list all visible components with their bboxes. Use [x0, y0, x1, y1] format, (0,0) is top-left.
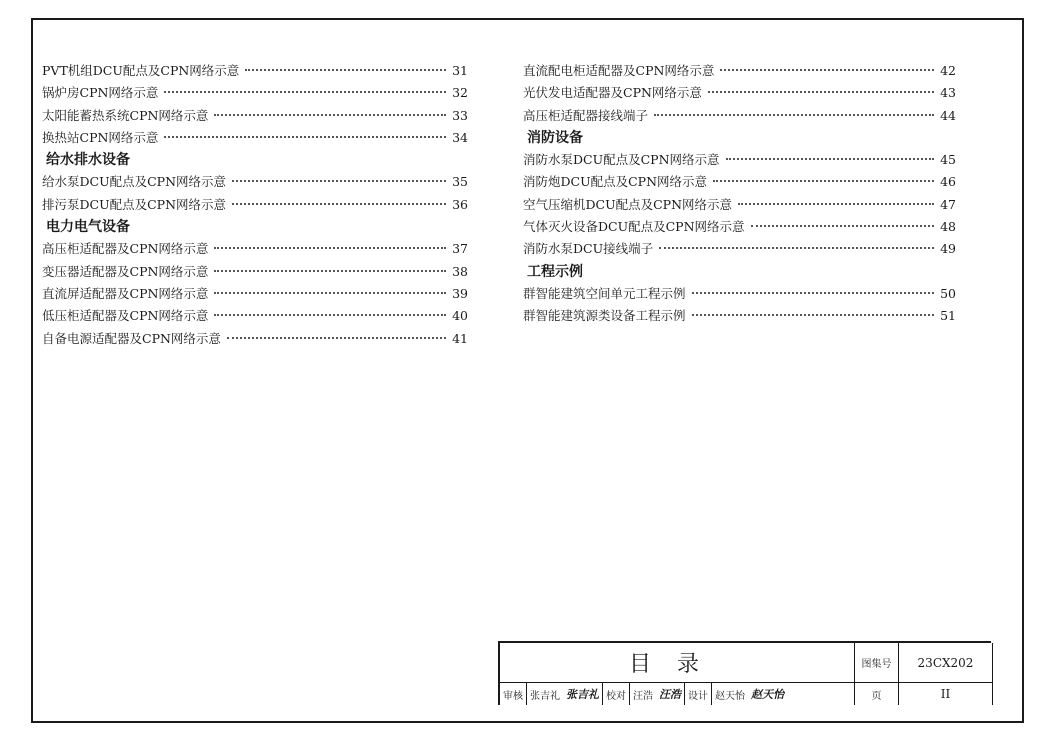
- toc-entry-title: 高压柜适配器及CPN网络示意: [42, 241, 209, 257]
- toc-entry[interactable]: [42, 283, 468, 305]
- title-block-title: 目录: [500, 643, 855, 683]
- review-label: 审核: [503, 690, 523, 702]
- dot-leader: [164, 136, 446, 138]
- toc-entry-page: 47: [940, 196, 956, 212]
- toc-entry-title: 空气压缩机DCU配点及CPN网络示意: [523, 196, 733, 212]
- toc-entry[interactable]: [523, 283, 956, 305]
- design-label: 设计: [688, 690, 708, 702]
- toc-entry[interactable]: [523, 105, 956, 127]
- designer-name: 赵天怡: [715, 690, 745, 702]
- toc-entry-page: 51: [940, 308, 956, 324]
- dot-leader: [726, 158, 935, 160]
- dot-leader: [214, 114, 446, 116]
- toc-entry-title: 直流屏适配器及CPN网络示意: [42, 285, 209, 301]
- toc-entry-page: 41: [452, 330, 468, 346]
- toc-entry-title: 直流配电柜适配器及CPN网络示意: [523, 63, 715, 78]
- toc-entry-page: 46: [940, 174, 956, 190]
- toc-entry-page: 40: [452, 308, 468, 324]
- dot-leader: [751, 225, 935, 227]
- toc-entry-title: 光伏发电适配器及CPN网络示意: [523, 85, 702, 101]
- designer-signature: 赵天怡: [751, 688, 784, 701]
- dot-leader: [692, 314, 935, 316]
- signature-row: [500, 683, 855, 705]
- toc-entry[interactable]: [42, 194, 468, 216]
- toc-entry-title: 变压器适配器及CPN网络示意: [42, 263, 209, 279]
- toc-entry-title: 消防炮DCU配点及CPN网络示意: [523, 174, 708, 190]
- toc-entry-page: 38: [452, 263, 468, 279]
- toc-entry-title: 自备电源适配器及CPN网络示意: [42, 330, 221, 346]
- toc-entry-title: 排污泵DCU配点及CPN网络示意: [42, 196, 227, 212]
- section-heading: 电力电气设备: [46, 219, 130, 236]
- toc-entry[interactable]: [42, 305, 468, 327]
- dot-leader: [214, 292, 446, 294]
- toc-entry-page: 43: [940, 85, 956, 101]
- dot-leader: [708, 91, 934, 93]
- checker-name: 汪浩: [633, 690, 653, 702]
- dot-leader: [713, 180, 934, 182]
- toc-entry-page: 45: [940, 152, 956, 168]
- dot-leader: [164, 91, 446, 93]
- toc-entry-page: 42: [940, 63, 956, 78]
- section-heading: 工程示例: [527, 263, 583, 280]
- toc-entry[interactable]: [523, 149, 956, 171]
- toc-entry-page: 36: [452, 196, 468, 212]
- toc-entry[interactable]: [523, 238, 956, 260]
- toc-entry[interactable]: [523, 305, 956, 327]
- toc-entry[interactable]: [523, 82, 956, 104]
- toc-entry-page: 44: [940, 107, 956, 123]
- section-heading: 消防设备: [527, 129, 583, 146]
- page-label: 页: [855, 683, 899, 705]
- toc-right-column: [523, 60, 956, 328]
- toc-entry-title: 锅炉房CPN网络示意: [42, 85, 159, 101]
- toc-entry-title: 太阳能蓄热系统CPN网络示意: [42, 107, 209, 123]
- toc-entry-title: PVT机组DCU配点及CPN网络示意: [42, 63, 240, 78]
- atlas-number: 23CX202: [899, 643, 993, 683]
- dot-leader: [738, 203, 934, 205]
- reviewer-signature: 张吉礼: [566, 688, 599, 701]
- toc-entry-title: 换热站CPN网络示意: [42, 129, 159, 145]
- toc-entry-title: 气体灭火设备DCU配点及CPN网络示意: [523, 219, 745, 235]
- toc-entry[interactable]: [523, 60, 956, 82]
- toc-entry-title: 低压柜适配器及CPN网络示意: [42, 308, 209, 324]
- dot-leader: [214, 314, 446, 316]
- toc-entry[interactable]: [42, 60, 468, 82]
- toc-entry-page: 49: [940, 241, 956, 257]
- toc-entry[interactable]: [42, 105, 468, 127]
- toc-entry[interactable]: [523, 171, 956, 193]
- toc-entry-page: 39: [452, 285, 468, 301]
- toc-entry-title: 群智能建筑空间单元工程示例: [523, 285, 686, 301]
- toc-entry-title: 群智能建筑源类设备工程示例: [523, 308, 686, 324]
- toc-entry-page: 34: [452, 129, 468, 145]
- toc-entry-page: 50: [940, 285, 956, 301]
- toc-entry[interactable]: [42, 261, 468, 283]
- toc-entry[interactable]: [42, 127, 468, 149]
- dot-leader: [232, 180, 446, 182]
- dot-leader: [214, 247, 446, 249]
- toc-entry-page: 37: [452, 241, 468, 257]
- section-heading: 给水排水设备: [46, 152, 130, 169]
- dot-leader: [232, 203, 446, 205]
- toc-entry[interactable]: [42, 328, 468, 350]
- page-number: II: [899, 683, 993, 705]
- toc-entry-page: 32: [452, 85, 468, 101]
- toc-entry[interactable]: [42, 82, 468, 104]
- toc-entry[interactable]: [42, 238, 468, 260]
- toc-entry[interactable]: [42, 171, 468, 193]
- toc-entry-title: 高压柜适配器接线端子: [523, 107, 649, 123]
- reviewer-name: 张吉礼: [530, 690, 560, 702]
- checker-signature: 汪浩: [659, 688, 681, 701]
- toc-entry-title: 给水泵DCU配点及CPN网络示意: [42, 174, 227, 190]
- toc-entry-title: 消防水泵DCU接线端子: [523, 241, 654, 257]
- dot-leader: [654, 114, 934, 116]
- dot-leader: [227, 337, 446, 339]
- toc-entry-page: 33: [452, 107, 468, 123]
- toc-entry-page: 35: [452, 174, 468, 190]
- dot-leader: [692, 292, 935, 294]
- dot-leader: [214, 270, 446, 272]
- toc-left-column: [42, 60, 468, 350]
- toc-entry[interactable]: [523, 216, 956, 238]
- toc-entry-title: 消防水泵DCU配点及CPN网络示意: [523, 152, 720, 168]
- title-block: [498, 641, 991, 705]
- dot-leader: [659, 247, 934, 249]
- toc-entry[interactable]: [523, 194, 956, 216]
- atlas-number-label: 图集号: [855, 643, 899, 683]
- toc-entry-page: 31: [452, 63, 468, 78]
- dot-leader: [720, 69, 934, 71]
- dot-leader: [245, 69, 446, 71]
- check-label: 校对: [606, 690, 626, 702]
- toc-entry-page: 48: [940, 219, 956, 235]
